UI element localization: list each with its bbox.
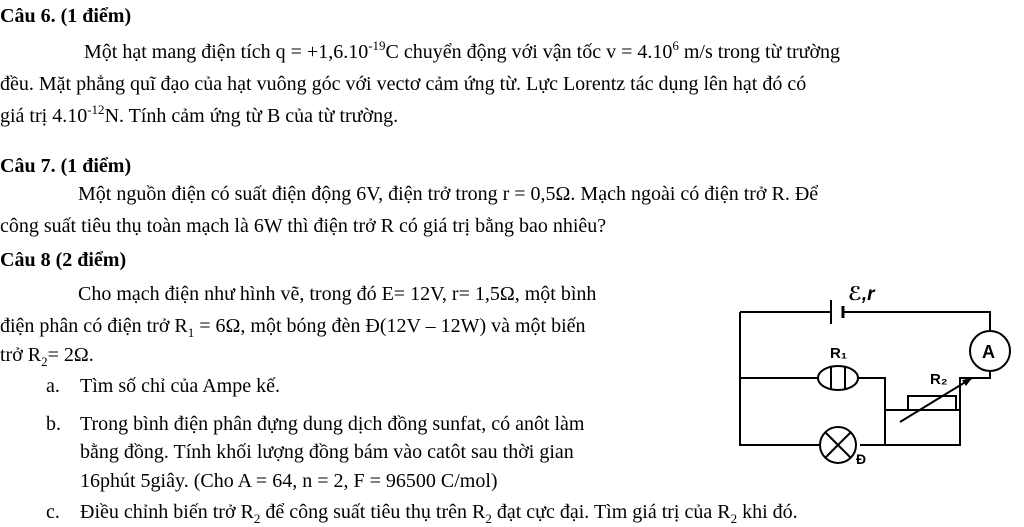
question-8-line-1: Cho mạch điện như hình vẽ, trong đó E= 12V, r= 1,5Ω, một bình bbox=[78, 283, 597, 305]
question-8-title: Câu 8 (2 điểm) bbox=[0, 249, 127, 271]
question-6-line-1: Một hạt mang điện tích $q = +1,6.10^{-19}C$ chuyển động với vận tốc $v = 4.10^6$ m/s trong từ trường bbox=[84, 38, 841, 63]
question-7-title: Câu 7. (1 điểm) bbox=[0, 155, 132, 177]
question-8-line-2: điện phân có điện trở $R_1 = 6\Omega$, một bóng đèn Đ(12V – 12W) và một biến bbox=[0, 315, 586, 340]
item-a-marker: a. bbox=[46, 375, 60, 397]
r1-cell bbox=[818, 366, 858, 390]
item-a-text: Tìm số chỉ của Ampe kế. bbox=[80, 375, 280, 397]
r1-label: R₁ bbox=[830, 345, 848, 362]
item-c-marker: c. bbox=[46, 501, 60, 523]
question-6-line-2: đều. Mặt phẳng quĩ đạo của hạt vuông góc với vectơ cảm ứng từ. Lực Lorentz tác dụng lên hạt đó có bbox=[0, 73, 807, 95]
item-b-line-1: Trong bình điện phân đựng dung dịch đồng sunfat, có anôt làm bbox=[80, 413, 585, 435]
ammeter-label: A bbox=[982, 342, 995, 362]
circuit-diagram bbox=[720, 270, 1020, 470]
r2-label: R₂ bbox=[930, 371, 948, 388]
lamp-label: Đ bbox=[856, 451, 867, 467]
question-7-line-1: Một nguồn điện có suất điện động 6V, điện trở trong r = 0,5Ω. Mạch ngoài có điện trở R. Để bbox=[78, 183, 819, 205]
top-wire bbox=[740, 312, 990, 330]
item-b-line-2: bằng đồng. Tính khối lượng đồng bám vào catôt sau thời gian bbox=[80, 441, 574, 463]
source-label: ℰ,r bbox=[848, 284, 875, 305]
question-7-line-2: công suất tiêu thụ toàn mạch là 6W thì điện trở R có giá trị bằng bao nhiêu? bbox=[0, 215, 607, 237]
question-8-line-3: trở $R_2= 2\Omega$. bbox=[0, 344, 94, 369]
item-c-text: Điều chỉnh biến trở $R_2$ để công suất tiêu thụ trên $R_2$ đạt cực đại. Tìm giá trị của $R_2$ khi đó. bbox=[80, 501, 798, 526]
item-b-marker: b. bbox=[46, 413, 61, 435]
question-6-line-3: giá trị $4.10^{-12}N$. Tính cảm ứng từ B của từ trường. bbox=[0, 102, 399, 127]
item-b-line-3: 16phút 5giây. (Cho A = 64, n = 2, F = 96500 C/mol) bbox=[80, 470, 498, 492]
r2-arrow-head bbox=[962, 378, 972, 386]
question-6-title: Câu 6. (1 điểm) bbox=[0, 5, 132, 27]
